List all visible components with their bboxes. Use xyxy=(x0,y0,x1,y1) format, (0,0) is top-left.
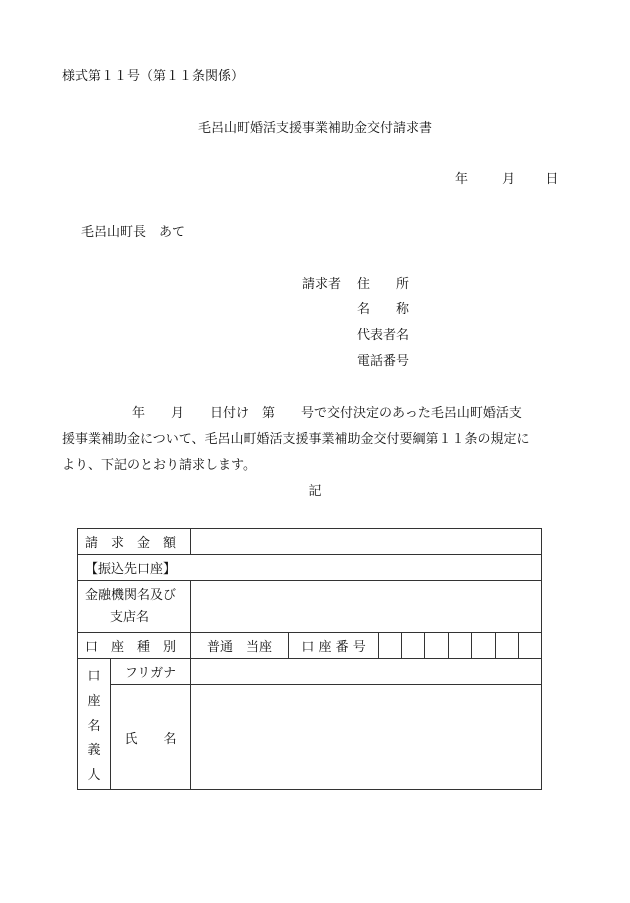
account-number-label: 口 座 番 号 xyxy=(289,633,379,659)
date-year: 年 xyxy=(455,172,469,187)
account-holder-char: 口 xyxy=(87,669,101,684)
account-number-digit-3[interactable] xyxy=(425,633,449,659)
amount-label: 請 求 金 額 xyxy=(78,529,191,555)
account-number-digit-5[interactable] xyxy=(472,633,496,659)
form-number: 様式第１１号（第１１条関係） xyxy=(62,69,245,84)
requester-phone-label: 電話番号 xyxy=(357,354,410,369)
furigana-field[interactable] xyxy=(191,659,542,685)
account-holder-char: 人 xyxy=(87,768,101,783)
date-month: 月 xyxy=(502,172,516,187)
document-title: 毛呂山町婚活支援事業補助金交付請求書 xyxy=(197,121,432,136)
request-form-table xyxy=(77,528,542,790)
account-type-label: 口 座 種 別 xyxy=(78,633,191,659)
account-type-value[interactable]: 普通 当座 xyxy=(191,633,289,659)
account-holder-char: 名 xyxy=(87,718,101,734)
requester-address-label: 住 所 xyxy=(357,277,410,292)
account-number-digit-7[interactable] xyxy=(519,633,542,659)
bank-name-label xyxy=(78,581,191,633)
account-holder-char: 座 xyxy=(87,693,101,709)
body-line-3: より、下記のとおり請求します。 xyxy=(62,458,256,473)
account-holder-char: 義 xyxy=(87,743,101,759)
date-line xyxy=(455,173,558,186)
requester-representative-label: 代表者名 xyxy=(357,328,410,343)
bank-name-label-line2: 支店名 xyxy=(110,609,150,625)
body-line-1: 年 月 日付け 第 号で交付決定のあった毛呂山町婚活支 xyxy=(132,406,522,421)
amount-field[interactable] xyxy=(191,529,542,555)
requester-name-label: 名 称 xyxy=(357,302,410,317)
furigana-label: フリガナ xyxy=(111,659,191,685)
bank-name-label-line1: 金融機関名及び xyxy=(85,587,177,603)
body-line-2: 援事業補助金について、毛呂山町婚活支援事業補助金交付要綱第１１条の規定に xyxy=(62,432,530,447)
ki-heading: 記 xyxy=(308,484,322,499)
requester-role: 請求者 xyxy=(302,277,342,292)
addressee: 毛呂山町長 あて xyxy=(81,225,186,240)
account-number-digit-2[interactable] xyxy=(402,633,425,659)
account-holder-label xyxy=(78,659,111,790)
date-day: 日 xyxy=(545,172,559,187)
holder-name-field[interactable] xyxy=(191,685,542,790)
account-number-digit-4[interactable] xyxy=(449,633,472,659)
account-holder-label-stack xyxy=(78,665,110,783)
bank-section-heading: 【振込先口座】 xyxy=(78,555,542,581)
account-number-digit-6[interactable] xyxy=(496,633,519,659)
bank-name-field[interactable] xyxy=(191,581,542,633)
account-number-digit-1[interactable] xyxy=(379,633,402,659)
holder-name-label: 氏 名 xyxy=(111,685,191,790)
